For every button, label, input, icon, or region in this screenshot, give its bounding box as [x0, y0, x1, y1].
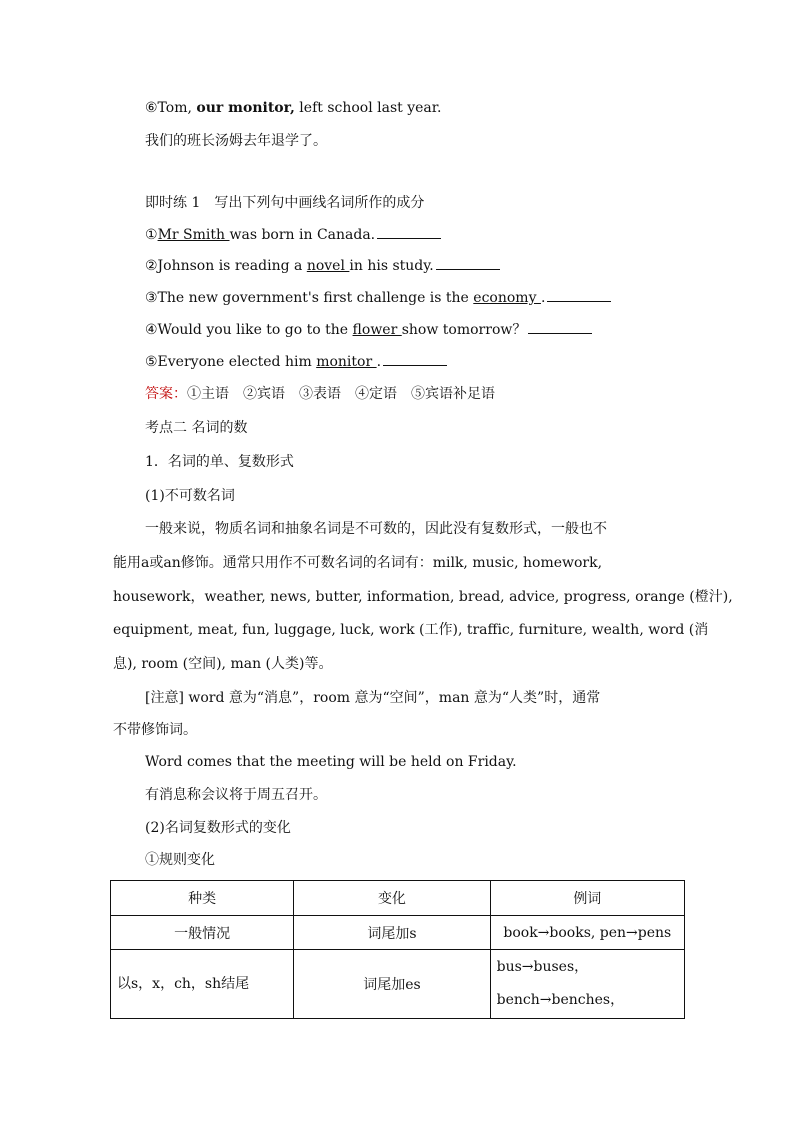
section-heading: 考点二 名词的数	[145, 420, 248, 436]
item-underlined: novel	[306, 258, 350, 274]
answer-blank[interactable]	[547, 287, 611, 302]
answer-blank[interactable]	[377, 224, 441, 239]
cell-text: bench→benches，	[496, 992, 625, 1008]
exercise-item-3	[145, 287, 611, 308]
item-text: show tomorrow？	[401, 322, 527, 338]
example-suffix: left school last year.	[294, 100, 442, 116]
item-text: was born in Canada.	[229, 227, 376, 243]
example-chinese: 有消息称会议将于周五召开。	[145, 787, 327, 803]
para-line-4: equipment, meat, fun, luggage, luck, work (工作), traffic, furniture, wealth, word (消	[113, 622, 709, 638]
item-text: .	[540, 290, 546, 306]
item-text: ①	[145, 227, 158, 243]
example-translation: 我们的班长汤姆去年退学了。	[145, 133, 327, 149]
exercise-item-5	[145, 351, 447, 372]
item-text: ③The new government's first challenge is the	[145, 290, 474, 306]
table-cell-example: book→books, pen→pens	[490, 916, 684, 950]
note-line-2: 不带修饰词。	[113, 722, 197, 738]
para-line-1: 一般来说，物质名词和抽象名词是不可数的，因此没有复数形式，一般也不	[145, 521, 607, 537]
exercise-item-1	[145, 224, 441, 245]
para-line-5: 息), room (空间), man (人类)等。	[113, 656, 333, 672]
answer-line	[145, 384, 495, 404]
table-cell-kind	[111, 950, 294, 1019]
cell-text: 以s，x，ch，sh结尾	[117, 975, 250, 992]
table-cell-kind: 一般情况	[111, 916, 294, 950]
section-sub1: 1．名词的单、复数形式	[145, 454, 294, 470]
para-line-2: 能用a或an修饰。通常只用作不可数名词的名词有：milk, music, homework,	[113, 555, 603, 571]
item-text: ⑤Everyone elected him	[145, 354, 317, 370]
table-header: 例词	[490, 881, 684, 916]
item-text: .	[376, 354, 382, 370]
item-underlined: Mr Smith	[157, 227, 230, 243]
cell-text: bus→buses，	[496, 959, 589, 975]
section-sub4: ①规则变化	[145, 852, 215, 868]
plural-rules-table	[110, 880, 685, 1019]
table-header-row	[111, 881, 685, 916]
answer-blank[interactable]	[436, 255, 500, 270]
exercise-item-4	[145, 319, 592, 340]
table-header: 种类	[111, 881, 294, 916]
item-text: in his study.	[349, 258, 434, 274]
table-header: 变化	[294, 881, 490, 916]
example-sentence	[145, 98, 441, 118]
para-line-3: housework，weather, news, butter, information, bread, advice, progress, orange (橙汁),	[113, 589, 733, 605]
section-sub3: (2)名词复数形式的变化	[145, 820, 291, 836]
note-line-1: [注意] word 意为“消息”，room 意为“空间”，man 意为“人类”时，通常	[145, 690, 601, 706]
answer-text: ①主语 ②宾语 ③表语 ④定语 ⑤宾语补足语	[187, 386, 495, 402]
section-sub2: (1)不可数名词	[145, 488, 235, 504]
item-underlined: monitor	[316, 354, 377, 370]
table-cell-change: 词尾加es	[294, 950, 490, 1019]
item-text: ④Would you like to go to the	[145, 322, 353, 338]
answer-label: 答案：	[145, 386, 187, 402]
table-row	[111, 950, 685, 1019]
exercise-item-2	[145, 255, 500, 276]
exercise-title: 即时练 1 写出下列句中画线名词所作的成分	[145, 195, 425, 211]
table-cell-change: 词尾加s	[294, 916, 490, 950]
item-underlined: flower	[352, 322, 402, 338]
answer-blank[interactable]	[383, 351, 447, 366]
example-english: Word comes that the meeting will be held on Friday.	[145, 754, 517, 770]
table-cell-example	[490, 950, 684, 1019]
table-row	[111, 916, 685, 950]
item-text: ②Johnson is reading a	[145, 258, 307, 274]
answer-blank[interactable]	[528, 319, 592, 334]
item-underlined: economy	[473, 290, 541, 306]
example-prefix: ⑥Tom,	[145, 100, 197, 116]
example-bold: our monitor,	[196, 100, 295, 116]
